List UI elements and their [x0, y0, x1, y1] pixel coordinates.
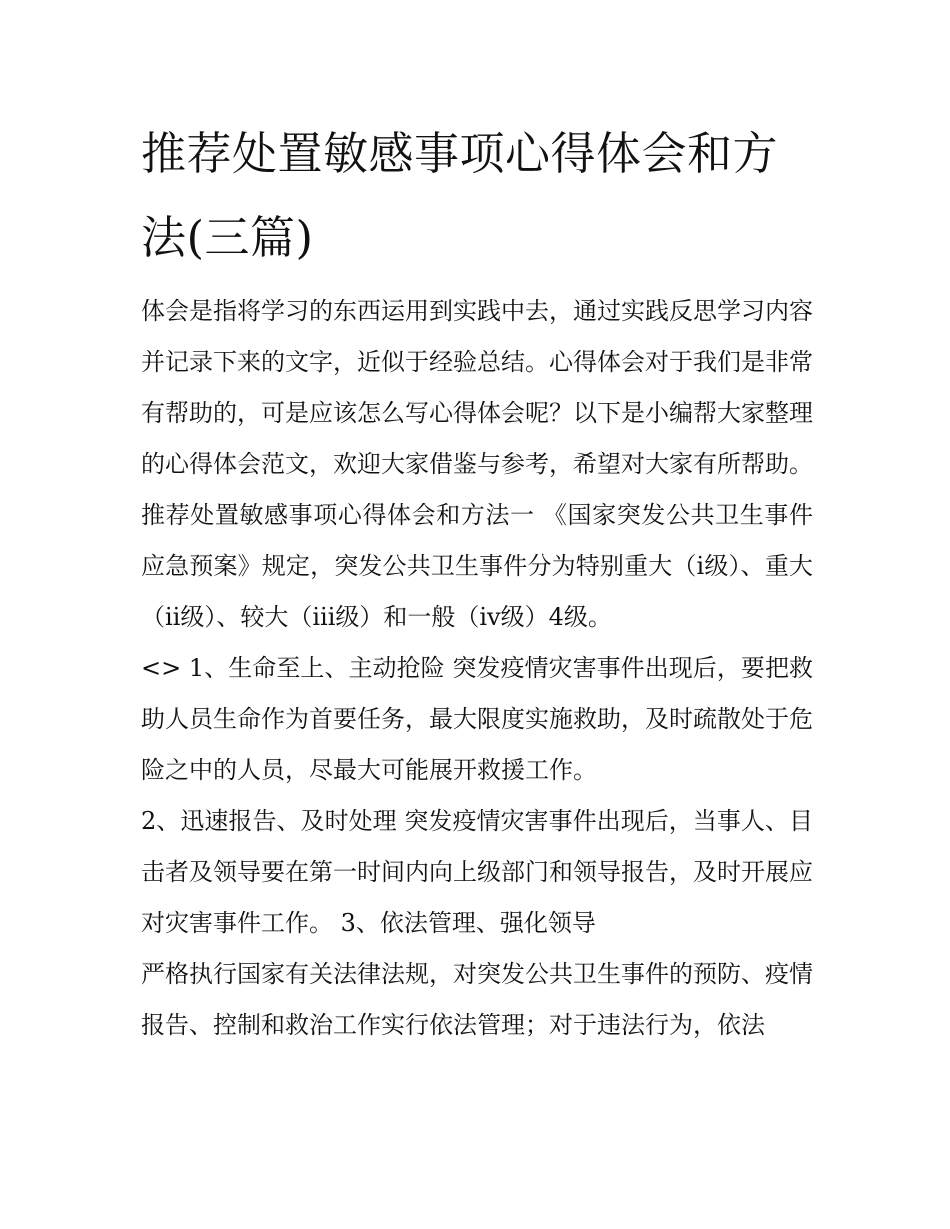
strict-enforcement-paragraph: 严格执行国家有关法律法规，对突发公共卫生事件的预防、疫情报告、控制和救治工作实行依法管理；对于违法行为，依法: [141, 960, 813, 1039]
intro-paragraph: 体会是指将学习的东西运用到实践中去，通过实践反思学习内容并记录下来的文字，近似于经验总结。心得体会对于我们是非常有帮助的，可是应该怎么写心得体会呢？以下是小编帮大家整理的心得体会范文，欢迎大家借鉴与参考，希望对大家有所帮助。: [141, 297, 813, 478]
document-body: [141, 112, 813, 1051]
point-two-paragraph: 2、迅速报告、及时处理 突发疫情灾害事件出现后，当事人、目击者及领导要在第一时间内向上级部门和领导报告，及时开展应对灾害事件工作。 3、依法管理、强化领导: [141, 807, 813, 937]
document-title: 推荐处置敏感事项心得体会和方法(三篇): [141, 127, 779, 264]
method-one-paragraph: 推荐处置敏感事项心得体会和方法一 《国家突发公共卫生事件应急预案》规定，突发公共卫生事件分为特别重大（ⅰ级）、重大（ⅱ级）、较大（ⅲ级）和一般（ⅳ级）4级。: [141, 501, 813, 631]
point-one-paragraph: <> 1、生命至上、主动抢险 突发疫情灾害事件出现后，要把救助人员生命作为首要任务，最大限度实施救助，及时疏散处于危险之中的人员，尽最大可能展开救援工作。: [141, 654, 813, 784]
